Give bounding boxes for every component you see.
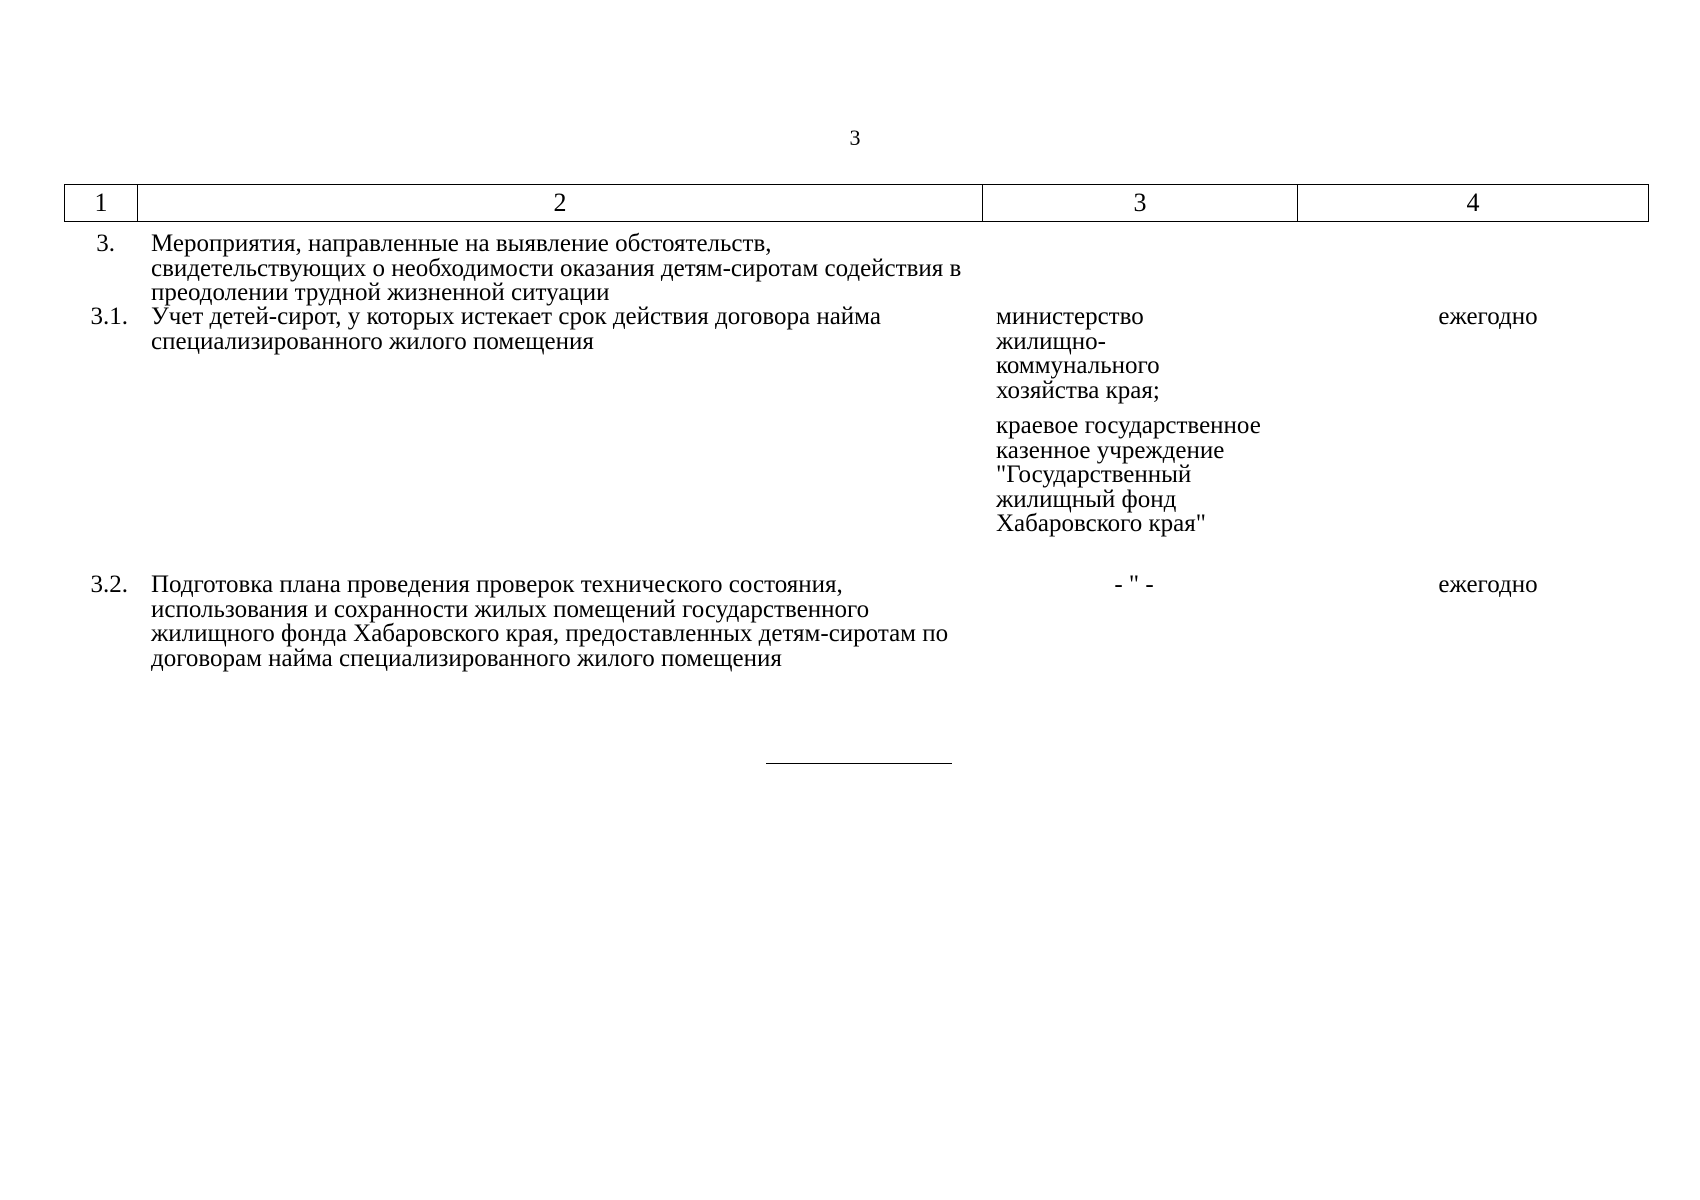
row-text: Учет детей-сирот, у которых истекает срок действия договора найма специализированного жилого помещения [151, 303, 881, 355]
column-header-table [64, 184, 1649, 222]
column-header-2: 2 [138, 185, 983, 222]
executor-entry: министерство жилищно-коммунального хозяйства края; [996, 303, 1160, 404]
row-term: ежегодно [1438, 303, 1538, 330]
row-text: Подготовка плана проведения проверок технического состояния, использования и сохранности жилых помещений государственного жилищного фонда Хабаровского края, предоставленных детям-сиротам по договорам найма специализированного жилого помещения [151, 571, 949, 672]
row-executors [1054, 573, 1214, 598]
table-row [64, 232, 1648, 304]
row-number: 3. [96, 230, 115, 257]
page-number: 3 [849, 125, 861, 150]
table-row [64, 573, 1648, 703]
end-of-document-line [766, 763, 952, 764]
column-header-1: 1 [65, 185, 138, 222]
row-number: 3.2. [90, 571, 128, 598]
column-header-4: 4 [1298, 185, 1649, 222]
column-header-row [65, 185, 1649, 222]
row-executors [996, 305, 1266, 537]
executor-entry: краевое государственное казенное учреждение "Государственный жилищный фонд Хабаровского края" [996, 412, 1261, 537]
row-term: ежегодно [1438, 571, 1538, 598]
table-row [64, 305, 1648, 573]
row-text: Мероприятия, направленные на выявление обстоятельств, свидетельствующих о необходимости оказания детям-сиротам содействия в преодолении трудной жизненной ситуации [151, 230, 962, 306]
row-number: 3.1. [90, 303, 128, 330]
executor-entry: - " - [1114, 571, 1154, 598]
column-header-3: 3 [983, 185, 1298, 222]
table-body [64, 232, 1648, 703]
